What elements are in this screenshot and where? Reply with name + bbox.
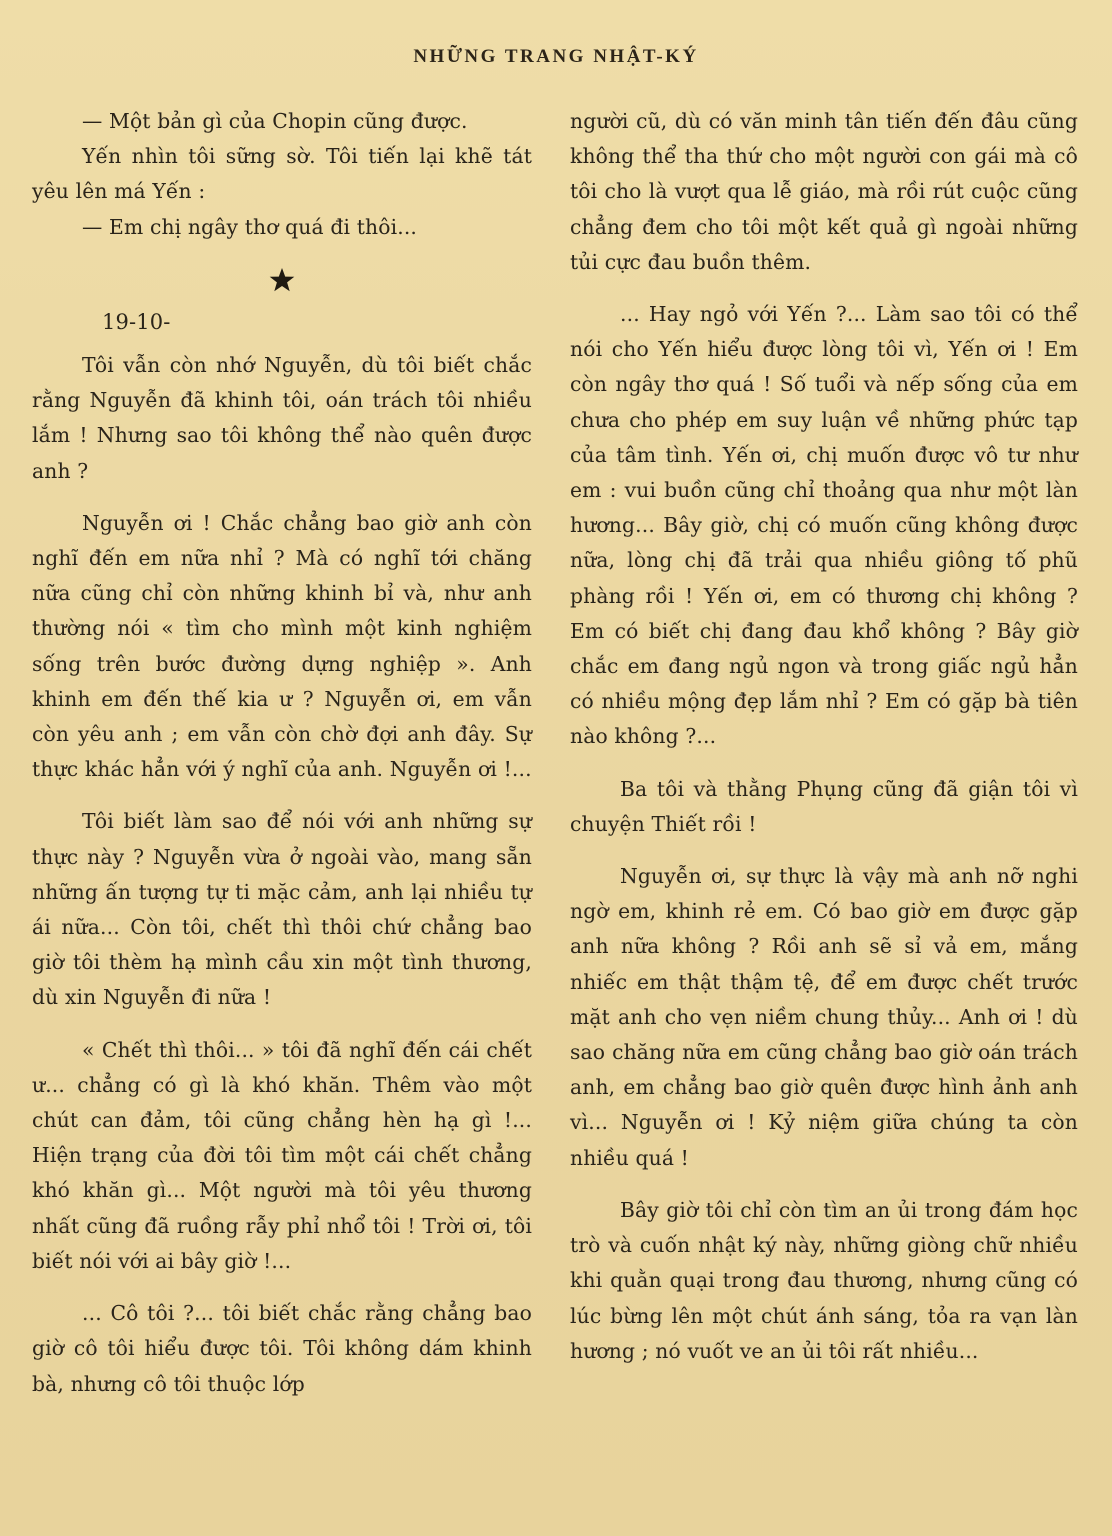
- left-paragraph-1: Tôi vẫn còn nhớ Nguyễn, dù tôi biết chắc rằng Nguyễn đã khinh tôi, oán trách tôi nhiều lắm ! Nhưng sao tôi không thể nào quên được anh ?: [32, 353, 532, 483]
- running-head: NHỮNG TRANG NHẬT-KÝ: [413, 46, 699, 67]
- dialogue-line-2: Yến nhìn tôi sững sờ. Tôi tiến lại khẽ tát yêu lên má Yến :: [32, 144, 532, 204]
- diary-date: 19-10-: [102, 309, 171, 334]
- left-column: [32, 104, 532, 1419]
- dialogue-line-1: — Một bản gì của Chopin cũng được.: [82, 109, 468, 133]
- star-icon: [269, 267, 295, 293]
- left-paragraph-5: ... Cô tôi ?... tôi biết chắc rằng chẳng bao giờ cô tôi hiểu được tôi. Tôi không dám khinh bà, nhưng cô tôi thuộc lớp: [32, 1301, 532, 1396]
- left-paragraph-3: Tôi biết làm sao để nói với anh những sự thực này ? Nguyễn vừa ở ngoài vào, mang sẵn những ấn tượng tự ti mặc cảm, anh lại nhiều tự ái nữa... Còn tôi, chết thì thôi chứ chẳng bao giờ tôi thèm hạ mình cầu xin một tình thương, dù xin Nguyễn đi nữa !: [32, 809, 532, 1010]
- dialogue-line-3: — Em chị ngây thơ quá đi thôi...: [82, 214, 418, 239]
- right-paragraph-4: Nguyễn ơi, sự thực là vậy mà anh nỡ nghi ngờ em, khinh rẻ em. Có bao giờ em được gặp anh nữa không ? Rồi anh sẽ sỉ vả em, mắng nhiếc em thật thậm tệ, để em được chết trước mặt anh cho vẹn niềm chung thủy... Anh ơi ! dù sao chăng nữa em cũng chẳng bao giờ oán trách anh, em chẳng bao giờ quên được hình ảnh anh vì... Nguyễn ơi ! Kỷ niệm giữa chúng ta còn nhiều quá !: [570, 864, 1078, 1170]
- right-paragraph-2: ... Hay ngỏ với Yến ?... Làm sao tôi có thể nói cho Yến hiểu được lòng tôi vì, Yến ơi ! Em còn ngây thơ quá ! Số tuổi và nếp sống của em chưa cho phép em suy luận về những phức tạp của tâm tình. Yến ơi, chị muốn được vô tư như em : vui buồn cũng chỉ thoảng qua như một làn hương... Bây giờ, chị có muốn cũng không được nữa, lòng chị đã trải qua nhiều giông tố phũ phàng rồi ! Yến ơi, em có thương chị không ? Em có biết chị đang đau khổ không ? Bây giờ chắc em đang ngủ ngon và trong giấc ngủ hẳn có nhiều mộng đẹp lắm nhỉ ? Em có gặp bà tiên nào không ?...: [570, 302, 1078, 749]
- right-paragraph-1: người cũ, dù có văn minh tân tiến đến đâu cũng không thể tha thứ cho một người con gái mà cô tôi cho là vượt qua lễ giáo, mà rồi rút cuộc cũng chẳng đem cho tôi một kết quả gì ngoài những tủi cực đau buồn thêm.: [570, 109, 1078, 274]
- left-paragraph-2: Nguyễn ơi ! Chắc chẳng bao giờ anh còn nghĩ đến em nữa nhỉ ? Mà có nghĩ tới chăng nữa cũng chỉ còn những khinh bỉ và, như anh thường nói « tìm cho mình một kinh nghiệm sống trên bước đường dựng nghiệp ». Anh khinh em đến thế kia ư ? Nguyễn ơi, em vẫn còn yêu anh ; em vẫn còn chờ đợi anh đây. Sự thực khác hẳn với ý nghĩ của anh. Nguyễn ơi !...: [32, 510, 532, 782]
- right-column: [570, 104, 1078, 1386]
- right-paragraph-3: Ba tôi và thằng Phụng cũng đã giận tôi vì chuyện Thiết rồi !: [570, 776, 1078, 836]
- right-paragraph-5: Bây giờ tôi chỉ còn tìm an ủi trong đám học trò và cuốn nhật ký này, những giòng chữ nhiều khi quằn quại trong đau thương, nhưng cũng có lúc bừng lên một chút ánh sáng, tỏa ra vạn làn hương ; nó vuốt ve an ủi tôi rất nhiều...: [570, 1197, 1078, 1363]
- section-separator: [32, 262, 532, 296]
- left-paragraph-4: « Chết thì thôi... » tôi đã nghĩ đến cái chết ư... chẳng có gì là khó khăn. Thêm vào một chút can đảm, tôi cũng chẳng hèn hạ gì !... Hiện trạng của đời tôi tìm một cái chết chẳng khó khăn gì... Một người mà tôi yêu thương nhất cũng đã ruồng rẫy phỉ nhổ tôi ! Trời ơi, tôi biết nói với ai bây giờ !...: [32, 1037, 532, 1273]
